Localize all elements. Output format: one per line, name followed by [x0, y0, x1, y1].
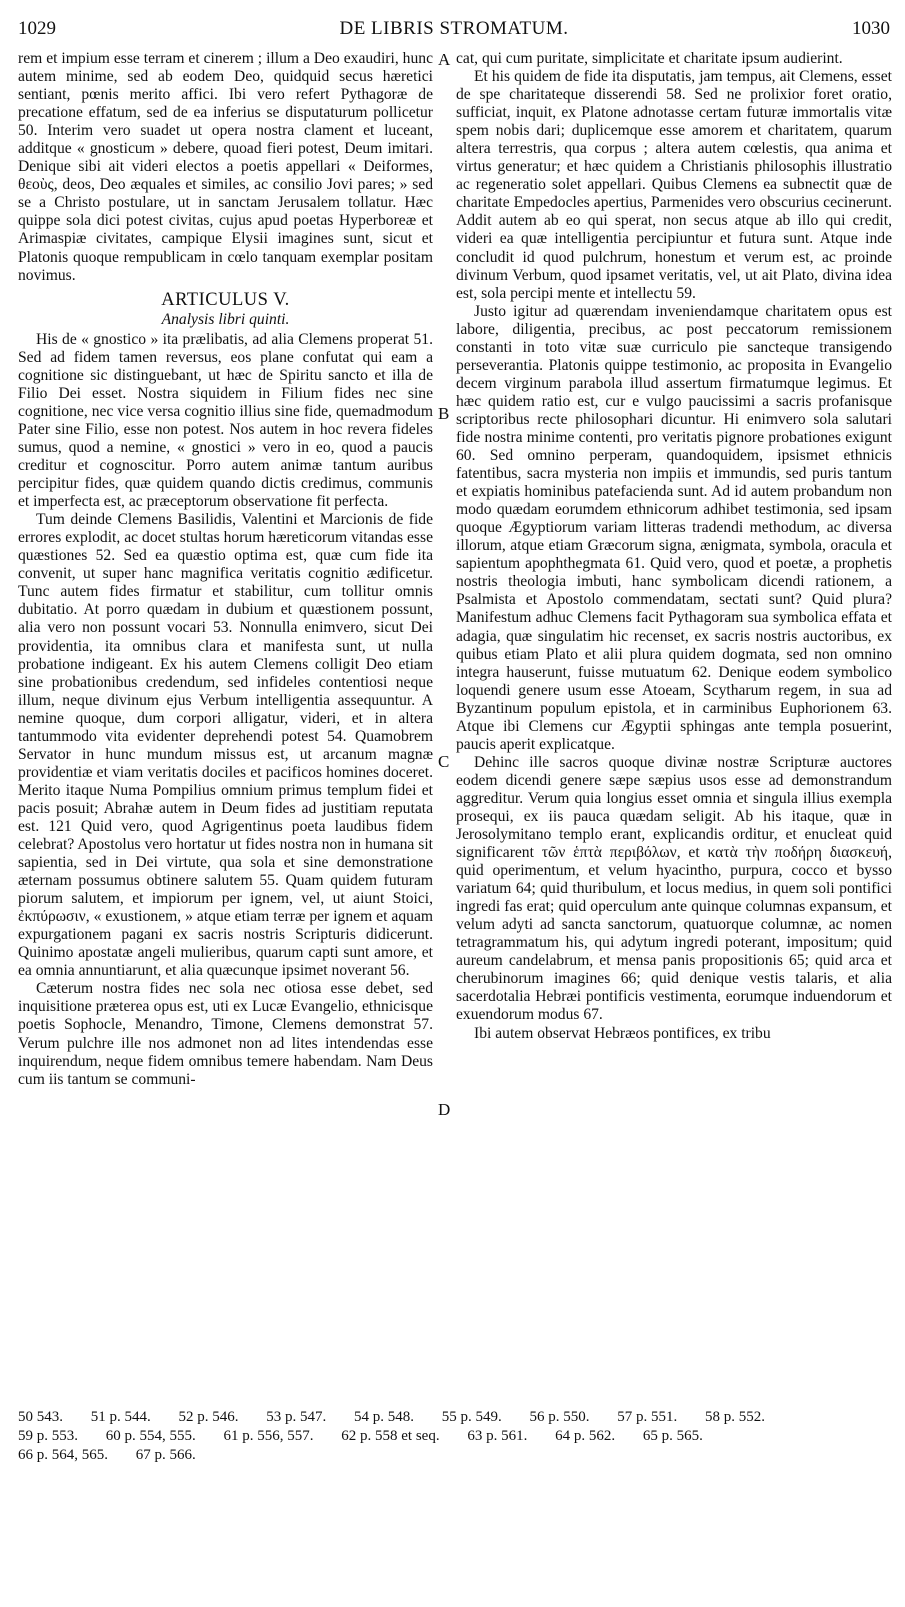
footnote: 61 p. 556, 557.	[223, 1428, 314, 1444]
footnote: 60 p. 554, 555.	[105, 1428, 196, 1444]
margin-marker-a: A	[438, 50, 451, 69]
footnote: 63 p. 561.	[467, 1428, 528, 1444]
footnote: 64 p. 562.	[555, 1428, 616, 1444]
paragraph: Cæterum nostra fides nec sola nec otiosa esse debet, sed inquisitione præterea opus est, uti ex Lucæ Evangelio, ethnicisque poetis Sophocle, Menandro, Timone, Clemens demonstrat 57. Verum pulchre ille nos admonet non ad lites intendendas esse inquirendum, neque fidem omnibus temere habendam. Nam Deus cum iis tantum se communi-	[18, 980, 433, 1088]
footnote-row	[18, 1408, 890, 1427]
footnote: 51 p. 544.	[90, 1409, 151, 1425]
paragraph: Dehinc ille sacros quoque divinæ nostræ Scripturæ auctores eodem dicendi genere sæpe sæpius usos esse ad demonstrandum aggreditur. Verum quia longius esset omnia et singula illius exempla prosequi, ex iis pauca quædam seligit. Ab his itaque, quæ in Jerosolymitano templo erant, explicandis orditur, et enucleat quid significarent τῶν ἑπτὰ περιβόλων, et κατὰ τὴν ποδήρη διασκευή, quid operimentum, et velum hyacintho, purpura, cocco et bysso variatum 64; quid thuribulum, et locus medius, in quem soli pontifici ingredi fas erat; quid operculum ante quinque columnas expansum, et velum adyti ad sancta sanctorum, quatuorque columnæ, ac nomen tetragrammatum his, qui adytum ingredi poterant, impositum; quid aureum candelabrum, et mensa panis propositionis 65; quid arca et cherubinorum imagines 66; quid denique vestis talaris, et alia sacerdotalia Hebræi pontificis vestimenta, eorumque induendorum et exuendorum modus 67.	[456, 753, 892, 1024]
footnote: 53 p. 547.	[266, 1409, 327, 1425]
footnote-row	[18, 1427, 890, 1446]
footnote: 67 p. 566.	[135, 1447, 196, 1463]
footnote: 66 p. 564, 565.	[18, 1447, 108, 1463]
footnote: 54 p. 548.	[354, 1409, 414, 1425]
footnote: 57 p. 551.	[617, 1409, 678, 1425]
footnote: 52 p. 546.	[178, 1409, 239, 1425]
margin-marker-d: D	[438, 1100, 451, 1119]
running-title: DE LIBRIS STROMATUM.	[339, 18, 569, 39]
running-header	[18, 18, 890, 44]
paragraph: rem et impium esse terram et cinerem ; illum a Deo exaudiri, hunc autem minime, sed ab eodem Deo, quidquid secus hæretici sentiant, pœnis merito affici. Ibi vero refert Pythagoræ de precatione effatum, sed de ea inferius se disputaturum pollicetur 50. Interim vero suadet ut opera nostra clament et luceant, additque « gnosticum » debere, quoad fieri potest, Deum imitari. Denique sibi ait videri electos a poetis appellari « Deiformes, θεοὺς, deos, Deo æquales et similes, ac consilio Jovi pares; » sed se a Christo postulare, ut in sanctam Jerusalem tollatur. Hæc quippe sola dici potest civitas, cujus apud poetas Hyperboreæ et Arimaspiæ civitates, campique Elysii imagines sunt, sicut et Platonis quoque rempublicam in cœlo tanquam exemplar positam novimus.	[18, 50, 433, 284]
footnote: 58 p. 552.	[705, 1409, 765, 1425]
paragraph: cat, qui cum puritate, simplicitate et charitate ipsum audierint.	[456, 50, 843, 67]
page-number-left: 1029	[18, 18, 56, 39]
paragraph: Ibi autem observat Hebræos pontifices, ex tribu	[474, 1024, 771, 1042]
footnote: 55 p. 549.	[441, 1409, 502, 1425]
margin-marker-b: B	[438, 404, 450, 423]
footnote: 62 p. 558 et seq.	[341, 1428, 440, 1444]
footnote-row	[18, 1446, 890, 1465]
right-column	[456, 50, 892, 1043]
footnote: 50 543.	[18, 1409, 63, 1425]
paragraph: Et his quidem de fide ita disputatis, jam tempus, ait Clemens, esset de spe charitateque disserendi 58. Sed ne prolixior foret oratio, sufficiat, inquit, ex Platone adnotasse certam futuræ immortalis vitæ spem nobis dari; duplicemque esse amorem et charitatem, quarum altera terrestris, qua corpus ; altera autem cœlestis, qua anima et virtus generatur; et hæc quidem a Christianis philosophis illustratio ac regeneratio solet appellari. Quibus Clemens ea subnectit quæ de charitate Empedocles apertius, Parmenides vero obscurius cecinerunt. Addit autem ab eo qui sperat, non secus atque ab illo qui credit, videri ea quæ intelligentia percipiuntur et futura sunt. Atque inde concludit id quod pulchrum, honestum et verum est, ac proinde divinum Verbum, quod ipsamet veritatis, vel, ut ait Plato, divina idea est, sola percipi mente et intellectu 59.	[456, 68, 892, 302]
paragraph: His de « gnostico » ita prælibatis, ad alia Clemens properat 51. Sed ad fidem tamen reversus, eos plane confutat qui eam a cognitione sic distinguebant, ut hæc de Spiritu sancto et illa de Filio Dei esset. Nostra siquidem in Filium fides nec sine cognitione, nec vice versa cognitio illius sine fide, quemadmodum Pater sine Filio, esse non potest. Nos autem in hoc revera fideles sumus, quod a nemine, « gnostici » vero in eo, quod a paucis creditur et cognoscitur. Porro autem animæ tantum auribus percipitur fides, quæ quidem quando dictis credimus, communis et imperfecta est, ac præceptorum observatione fit perfecta.	[18, 330, 433, 511]
footnote: 59 p. 553.	[18, 1428, 78, 1444]
paragraph: Justo igitur ad quærendam inveniendamque charitatem opus est labore, diligentia, precibus, ac post peccatorum remissionem constanti in toto vitæ suæ curriculo pie sancteque transigendo perseverantia. Platonis quippe testimonio, ac proposita in Evangelio decem virginum parabola illud assertum firmatumque legimus. Et hæc quidem ratio est, cur e vulgo paucissimi a sacris profanisque scriptoribus recte philosophari dicuntur. Hi enimvero sola salutari fide nostra minime contenti, pro veritatis pignore probationes exigunt 60. Sed omnino perperam, quandoquidem, ipsismet ethnicis fatentibus, sacra mysteria non impiis et immundis, sed puris tantum et expiatis hominibus patefacienda sunt. Ad id autem probandum non modo quædam eorumdem ethnicorum adhibet testimonia, sed ipsam quoque Ægyptiorum variam litteras tradendi methodum, ac diversa illorum, atque etiam Græcorum signa, ænigmata, symbola, oracula et sapientum apophthegmata 61. Quid vero, quod et poetæ, a prophetis nostris theologia imbuti, hanc symbolicam dicendi rationem, a Psalmista et Apostolo commendatam, sectati sunt? Quid plura? Manifestum adhuc Clemens facit Pythagoram sua symbolica effata et adagia, quæ singulatim hic recenset, ex sacris nostris auctoribus, ex quibus etiam Plato et alii plura quidem dogmata, sed non omnino integra hauserunt, fuisse mutuatum 62. Denique eodem symbolico loquendi genere usum esse Atoeam, Scytharum regem, in sua ad Byzantinum populum epistola, et in carminibus Euphorionem 63. Atque ibi Clemens cur Ægyptii sphingas ante templa posuerint, paucis aperit explicatque.	[456, 302, 892, 753]
footnote: 65 p. 565.	[642, 1428, 703, 1444]
footnote: 56 p. 550.	[529, 1409, 590, 1425]
section-subheading: Analysis libri quinti.	[161, 310, 290, 328]
section-heading: ARTICULUS V.	[161, 289, 290, 310]
margin-marker-c: C	[438, 752, 450, 771]
left-column	[18, 50, 433, 1089]
footnotes	[18, 1408, 890, 1465]
paragraph: Tum deinde Clemens Basilidis, Valentini et Marcionis de fide errores explodit, ac docet stultas horum hæreticorum vitandas esse quæstiones 52. Sed ea quæstio optima est, quæ cum fide ita convenit, ut super hanc magnifica veritatis cognitio ædificetur. Tunc autem fides firmatur et stabilitur, cum tollitur omnis dubitatio. At porro quædam in dubium et quæstionem possunt, alia vero non possunt vocari 53. Nonnulla enimvero, sicut Dei providentia, ita omnibus clara et manifesta sunt, ut nulla probatione indigeant. Ex his autem Clemens colligit Deo etiam sine probationibus credendum, sed infideles contentiosi neque illum, neque divinum ejus Verbum intelligentia assequuntur. A nemine quoque, dum corpori alligatur, videri, et in altera tantummodo vita evidenter deprehendi potest 54. Quamobrem Servator in hunc mundum missus est, ut arcanum magnæ providentiæ et viam veritatis dociles et pacificos homines doceret. Merito itaque Numa Pompilius omnium primus templum fidei et pacis posuit; Abrahæ autem in Deum fides ad justitiam reputata est. 121 Quid vero, quod Agrigentinus poeta laudibus fidem celebrat? Apostolus vero hortatur ut fides nostra non in humana sit sapientia, sed in Dei virtute, qua sola et sine demonstratione æternam possumus obtinere salutem 55. Quam quidem futuram piorum salutem, et impiorum per ignem, vel, ut aiunt Stoici, ἐκπύρωσιν, « exustionem, » atque etiam terræ per ignem et aquam expurgationem pagani ex sacris nostris Scripturis didicerunt. Quinimo apostatæ angeli mulieribus, quarum capti sunt amore, et ea omnia annuntiarunt, et alia quæcunque ipsimet noverant 56.	[18, 511, 433, 980]
page-number-right: 1030	[852, 18, 890, 39]
